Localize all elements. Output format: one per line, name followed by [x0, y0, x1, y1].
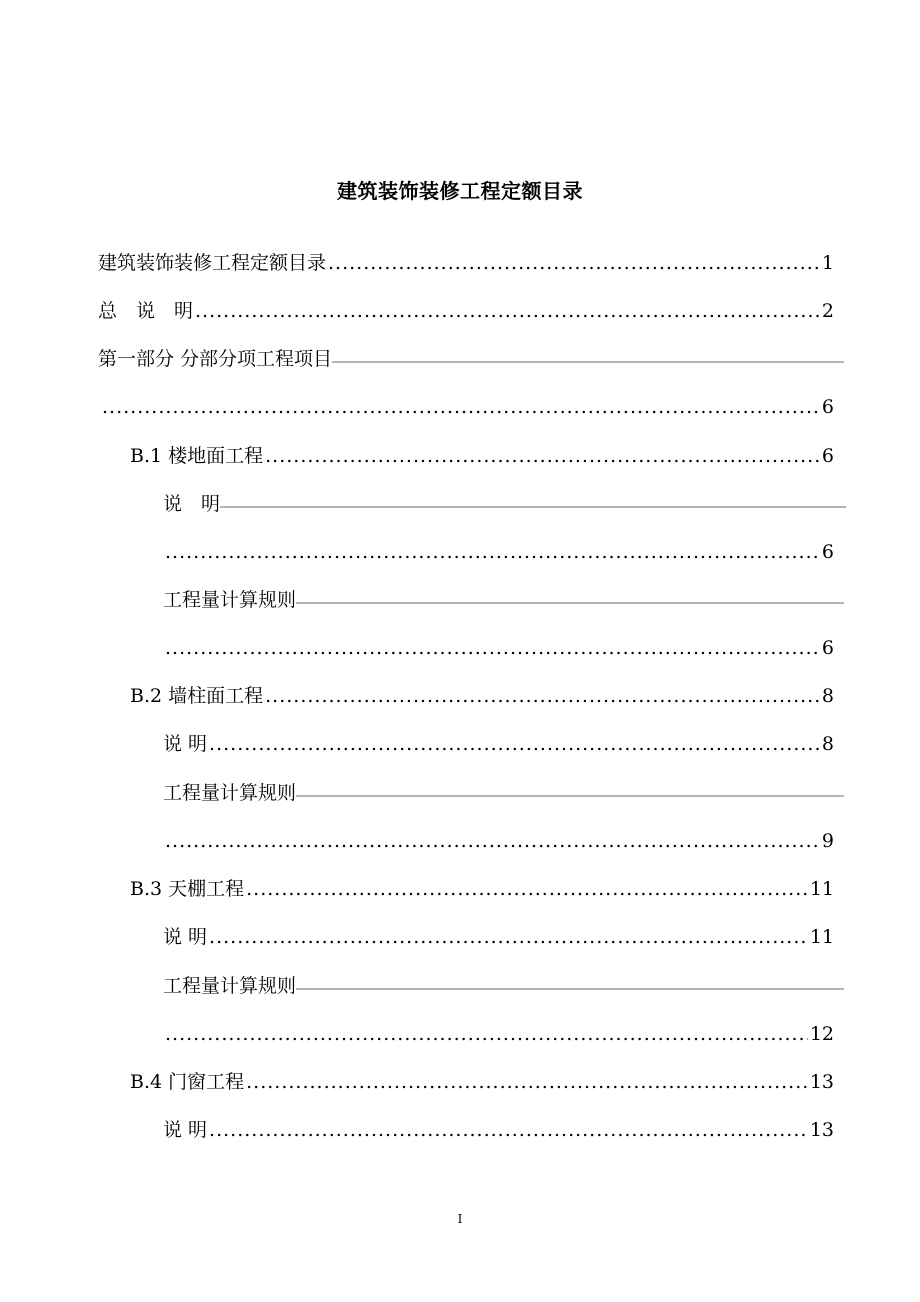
document-title: 建筑装饰装修工程定额目录	[337, 179, 583, 203]
toc-leader-dots	[265, 441, 820, 471]
toc-underline-rule	[220, 506, 846, 508]
toc-leader-dots	[265, 681, 820, 711]
toc-entry-label: B.2 墙柱面工程	[130, 685, 264, 707]
toc-entry-label: 说 明	[163, 926, 208, 948]
toc-leader-dots	[209, 1115, 808, 1145]
toc-entry-continuation[interactable]	[163, 537, 834, 567]
toc-entry-page: 6	[821, 637, 834, 659]
toc-leader-dots	[246, 874, 808, 904]
toc-leader-dots	[209, 922, 808, 952]
toc-entry[interactable]	[163, 971, 844, 1001]
toc-entry-label: 工程量计算规则	[163, 782, 297, 804]
toc-entry[interactable]	[98, 296, 834, 326]
toc-entry[interactable]	[98, 344, 844, 374]
toc-leader-dots	[328, 248, 820, 278]
toc-entry[interactable]	[130, 681, 834, 711]
toc-entry[interactable]	[163, 1115, 834, 1145]
toc-entry-label: 说 明	[163, 493, 221, 515]
toc-leader-dots	[165, 633, 820, 663]
toc-entry-label: B.4 门窗工程	[130, 1071, 245, 1093]
toc-entry-page: 2	[821, 300, 834, 322]
toc-leader-dots	[102, 392, 820, 422]
toc-entry-page: 6	[821, 541, 834, 563]
toc-underline-rule	[296, 795, 844, 797]
toc-leader-dots	[165, 826, 820, 856]
toc-entry-label: 说 明	[163, 733, 208, 755]
toc-leader-dots	[209, 729, 820, 759]
toc-entry[interactable]	[98, 248, 834, 278]
toc-entry[interactable]	[163, 585, 844, 615]
toc-entry-label: 第一部分 分部分项工程项目	[98, 348, 333, 370]
toc-entry-continuation[interactable]	[163, 1019, 834, 1049]
toc-entry-label: B.3 天棚工程	[130, 878, 245, 900]
toc-entry-page: 8	[821, 733, 834, 755]
toc-entry-page: 11	[809, 926, 834, 948]
page-number: I	[457, 1212, 463, 1226]
toc-entry-page: 13	[809, 1119, 834, 1141]
toc-entry-continuation[interactable]	[163, 633, 834, 663]
toc-entry-page: 8	[821, 685, 834, 707]
toc-entry[interactable]	[130, 1067, 834, 1097]
toc-entry[interactable]	[163, 922, 834, 952]
toc-entry-page: 12	[809, 1023, 834, 1045]
toc-entry[interactable]	[163, 729, 834, 759]
toc-entry-label: 工程量计算规则	[163, 589, 297, 611]
toc-entry-label: 工程量计算规则	[163, 975, 297, 997]
toc-entry[interactable]	[163, 489, 846, 519]
toc-entry-label: 总 说 明	[98, 300, 194, 322]
toc-entry[interactable]	[130, 874, 834, 904]
toc-leader-dots	[246, 1067, 808, 1097]
toc-entry[interactable]	[163, 778, 844, 808]
toc-entry-label: 建筑装饰装修工程定额目录	[98, 252, 327, 274]
toc-entry-label: B.1 楼地面工程	[130, 445, 264, 467]
toc-entry-page: 6	[821, 396, 834, 418]
toc-entry-page: 9	[821, 830, 834, 852]
toc-entry-continuation[interactable]	[100, 392, 834, 422]
toc-leader-dots	[195, 296, 820, 326]
toc-underline-rule	[296, 988, 844, 990]
toc-entry-page: 6	[821, 445, 834, 467]
toc-entry-page: 1	[821, 252, 834, 274]
toc-leader-dots	[165, 537, 820, 567]
toc-underline-rule	[296, 602, 844, 604]
toc-underline-rule	[332, 361, 844, 363]
toc-entry[interactable]	[130, 441, 834, 471]
toc-entry-page: 11	[809, 878, 834, 900]
toc-entry-label: 说 明	[163, 1119, 208, 1141]
toc-leader-dots	[165, 1019, 808, 1049]
toc-entry-continuation[interactable]	[163, 826, 834, 856]
toc-entry-page: 13	[809, 1071, 834, 1093]
